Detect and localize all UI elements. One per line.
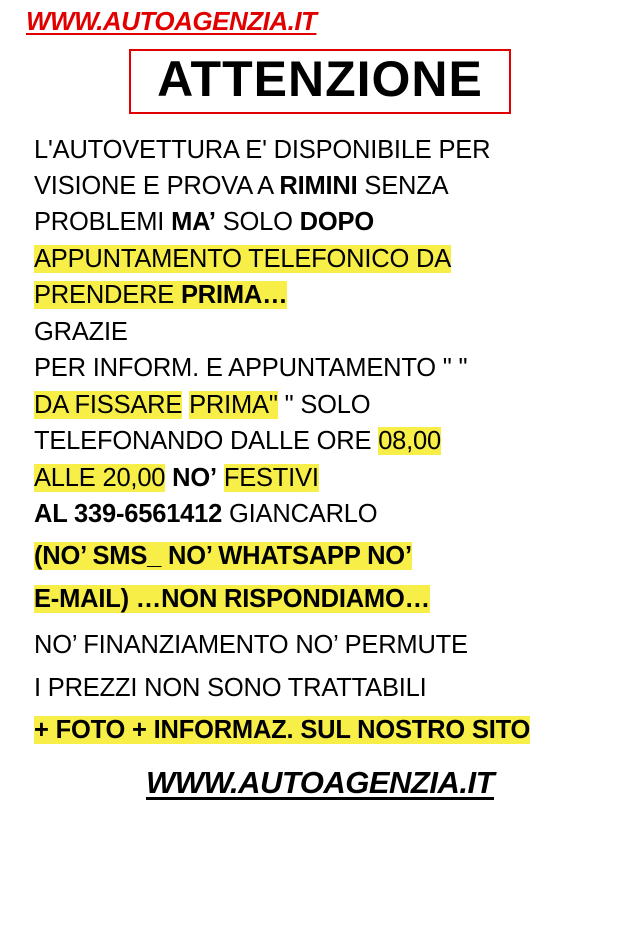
body-line-3-part-4: DOPO — [299, 208, 374, 237]
body-line-11 — [34, 496, 606, 532]
site-url-top: WWW.AUTOAGENZIA.IT — [26, 6, 317, 36]
body-line-8-part-2: PRIMA" — [189, 390, 278, 419]
body-line-10-end-time: ALLE 20,00 — [34, 463, 166, 492]
body-line-14 — [34, 627, 606, 663]
body-line-4-text: APPUNTAMENTO TELEFONICO DA — [34, 244, 452, 273]
body-line-8-part-1: DA FISSARE — [34, 390, 183, 419]
site-url-bottom: WWW.AUTOAGENZIA.IT — [145, 764, 494, 800]
body-line-13-part-1: E-MAIL) — [34, 584, 136, 613]
body-line-14-text: NO’ FINANZIAMENTO NO’ PERMUTE — [34, 631, 468, 660]
body-line-6 — [34, 314, 606, 350]
body-line-8 — [34, 387, 606, 423]
body-line-8-part-3: " SOLO — [277, 390, 371, 419]
notice-page — [0, 6, 640, 926]
body-line-5-part-1: PRENDERE — [34, 281, 181, 310]
body-line-3 — [34, 204, 606, 240]
body-line-2-part-1: VISIONE E PROVA A — [34, 171, 280, 200]
attention-title: ATTENZIONE — [129, 49, 511, 114]
body-line-6-text: GRAZIE — [34, 317, 128, 346]
attention-banner — [34, 49, 606, 114]
body-line-9 — [34, 423, 606, 459]
body-line-15-text: I PREZZI NON SONO TRATTABILI — [34, 673, 427, 702]
body-line-10-festivi: FESTIVI — [223, 463, 319, 492]
body-line-12-text: (NO’ SMS_ NO’ WHATSAPP NO’ — [34, 542, 412, 571]
body-line-9-start-time: 08,00 — [378, 427, 441, 456]
body-line-1-text: L'AUTOVETTURA E' DISPONIBILE PER — [34, 135, 491, 164]
contact-name: GIANCARLO — [222, 500, 378, 529]
body-line-12 — [34, 538, 606, 574]
spacer-3 — [34, 617, 606, 627]
body-line-16-text: + FOTO + INFORMAZ. SUL NOSTRO SITO — [34, 716, 531, 745]
body-line-5-part-2: PRIMA… — [180, 281, 288, 310]
body-line-10 — [34, 460, 606, 496]
body-line-4 — [34, 241, 606, 277]
body-line-7 — [34, 350, 606, 386]
body-line-1 — [34, 132, 606, 168]
body-line-10-space-2 — [217, 464, 224, 492]
body-line-9-part-1: TELEFONANDO DALLE ORE — [34, 427, 379, 456]
body-line-10-no: NO’ — [172, 463, 217, 492]
body-line-3-part-1: PROBLEMI — [34, 208, 172, 237]
body-line-2-part-3: SENZA — [357, 171, 449, 200]
notice-body — [34, 132, 606, 749]
body-line-16 — [34, 712, 606, 748]
body-line-2 — [34, 168, 606, 204]
body-line-2-city: RIMINI — [279, 171, 358, 200]
body-line-7-text: PER INFORM. E APPUNTAMENTO " " — [34, 354, 468, 383]
body-line-13-part-2: …NON RISPONDIAMO… — [135, 584, 430, 613]
body-line-5 — [34, 277, 606, 313]
body-line-3-part-2: MA’ — [171, 208, 216, 237]
body-line-13 — [34, 581, 606, 617]
body-line-15 — [34, 670, 606, 706]
phone-number: AL 339-6561412 — [34, 500, 223, 529]
body-line-3-part-3: SOLO — [215, 208, 300, 237]
